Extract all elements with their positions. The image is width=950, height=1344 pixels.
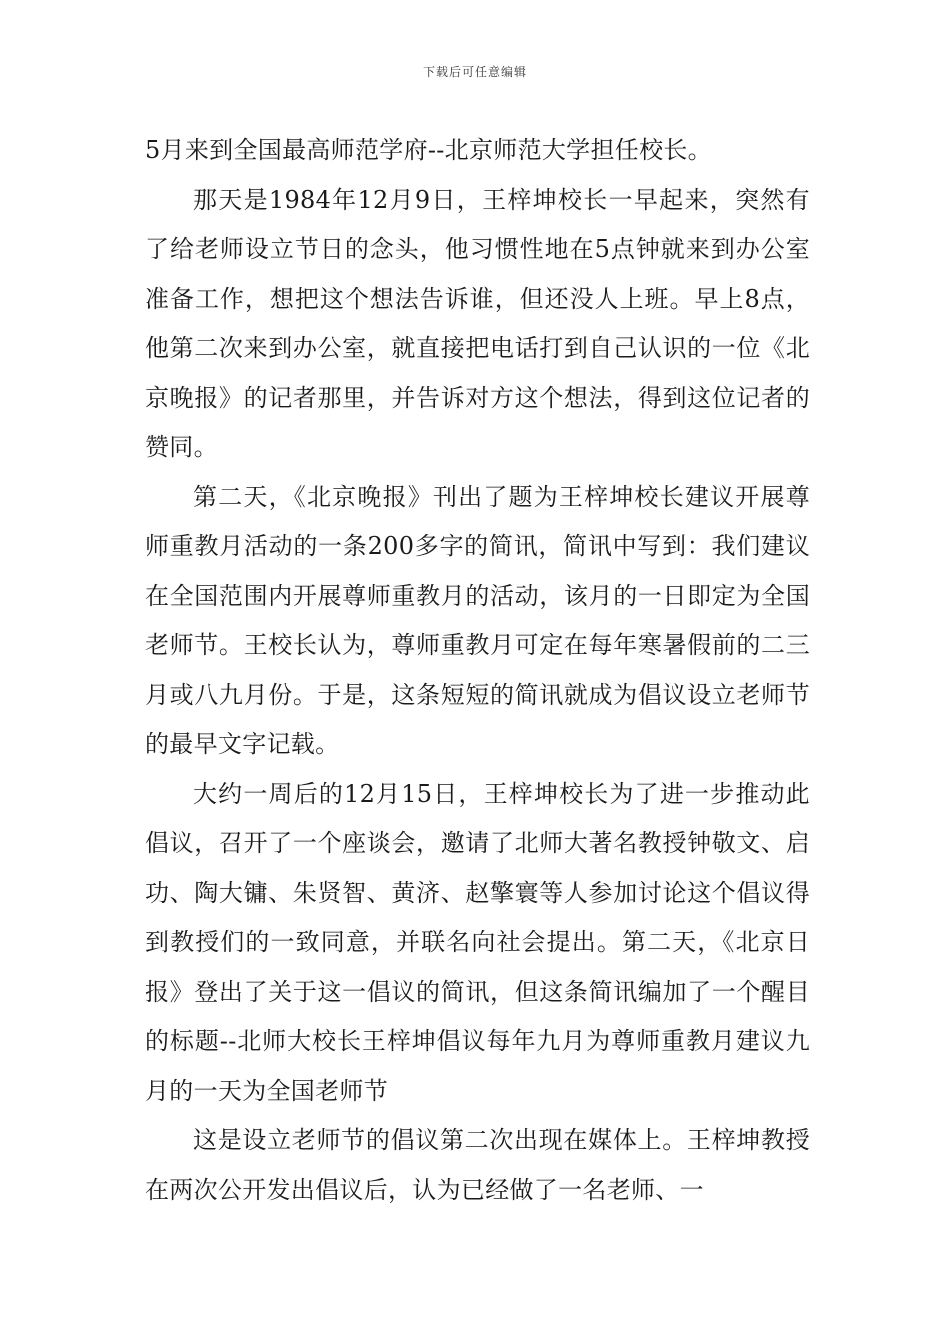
paragraph-continuation: 5月来到全国最高师范学府--北京师范大学担任校长。: [145, 136, 712, 164]
paragraph: 那天是1984年12月9日，王梓坤校长一早起来，突然有了给老师设立节日的念头，他习惯性地在5点钟就来到办公室准备工作，想把这个想法告诉谁，但还没人上班。早上8点，他第二次来到办公室，就直接把电话打到自己认识的一位《北京晚报》的记者那里，并告诉对方这个想法，得到这位记者的赞同。: [145, 185, 810, 461]
paragraph: 第二天，《北京晚报》刊出了题为王梓坤校长建议开展尊师重教月活动的一条200多字的简讯，简讯中写到：我们建议在全国范围内开展尊师重教月的活动，该月的一日即定为全国老师节。王校长认为，尊师重教月可定在每年寒暑假前的二三月或八九月份。于是，这条短短的简讯就成为倡议设立老师节的最早文字记载。: [145, 482, 810, 758]
page-header-note: 下载后可任意编辑: [422, 65, 527, 79]
document-body: [145, 126, 810, 1215]
paragraph: 这是设立老师节的倡议第二次出现在媒体上。王梓坤教授在两次公开发出倡议后，认为已经做了一名老师、一: [145, 1126, 810, 1204]
paragraph: 大约一周后的12月15日，王梓坤校长为了进一步推动此倡议，召开了一个座谈会，邀请了北师大著名教授钟敬文、启功、陶大镛、朱贤智、黄济、赵擎寰等人参加讨论这个倡议得到教授们的一致同意，并联名向社会提出。第二天，《北京日报》登出了关于这一倡议的简讯，但这条简讯编加了一个醒目的标题--北师大校长王梓坤倡议每年九月为尊师重教月建议九月的一天为全国老师节: [145, 779, 810, 1105]
